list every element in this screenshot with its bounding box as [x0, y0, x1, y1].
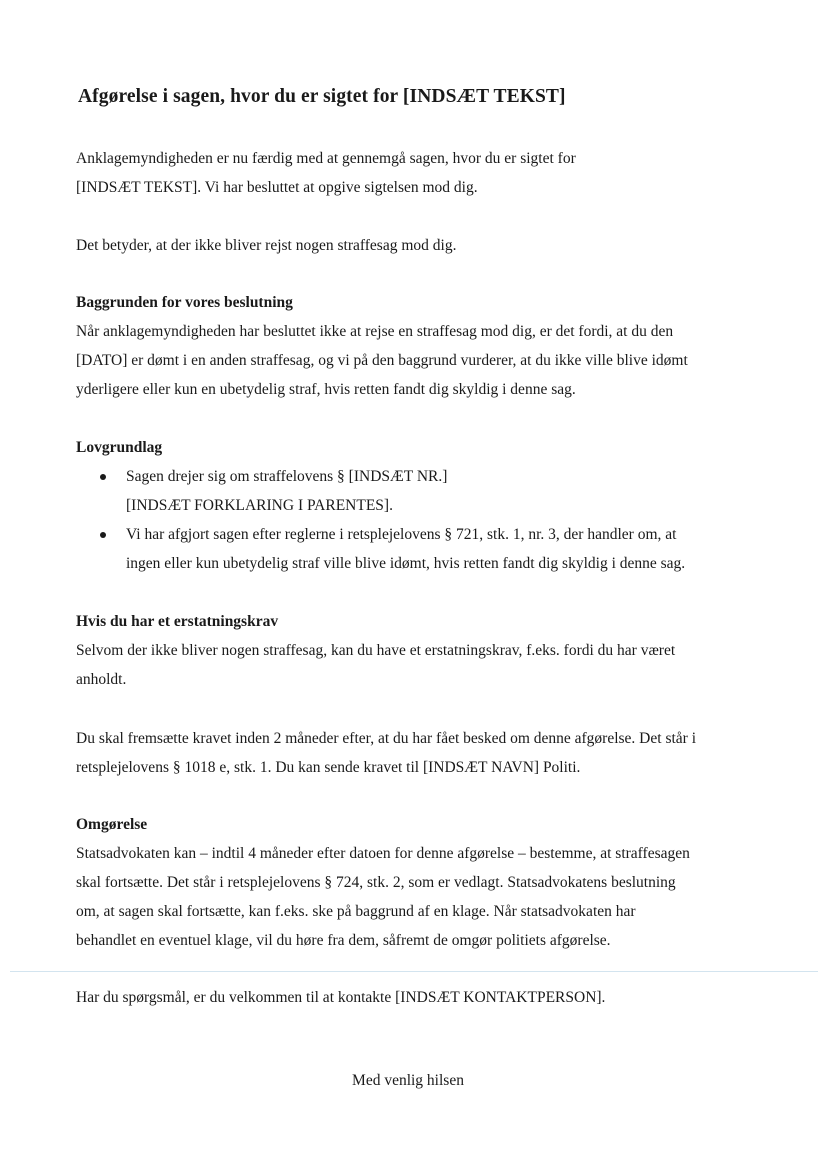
list-item [76, 462, 685, 520]
signoff: Med venlig hilsen [352, 1072, 464, 1089]
letter-title: Afgørelse i sagen, hvor du er sigtet for [INDSÆT TEKST] [78, 86, 566, 107]
list-item-line: ingen eller kun ubetydelig straf ville blive idømt, hvis retten fandt dig skyldig i denne sag. [126, 555, 686, 572]
scan-fold-line [10, 971, 818, 972]
list-item-line: [INDSÆT FORKLARING I PARENTES]. [126, 497, 393, 514]
deadline-paragraph [76, 724, 696, 782]
meaning-line: Det betyder, at der ikke bliver rejst nogen straffesag mod dig. [76, 237, 457, 254]
legal-basis-section [76, 433, 685, 578]
compensation-section [76, 607, 675, 694]
reversal-heading: Omgørelse [76, 816, 148, 833]
reversal-line: skal fortsætte. Det står i retsplejelovens § 724, stk. 2, som er vedlagt. Statsadvokatens beslutning [76, 874, 676, 891]
contact-line: Har du spørgsmål, er du velkommen til at kontakte [INDSÆT KONTAKTPERSON]. [76, 989, 606, 1006]
deadline-line: retsplejelovens § 1018 e, stk. 1. Du kan sende kravet til [INDSÆT NAVN] Politi. [76, 759, 581, 776]
background-heading: Baggrunden for vores beslutning [76, 294, 293, 311]
background-section [76, 288, 688, 404]
reversal-line: om, at sagen skal fortsætte, kan f.eks. ske på baggrund af en klage. Når statsadvokaten har [76, 903, 636, 920]
contact-paragraph [76, 983, 605, 1012]
list-item [76, 520, 685, 578]
background-line: yderligere eller kun en ubetydelig straf, hvis retten fandt dig skyldig i denne sag. [76, 381, 576, 398]
intro-line: Anklagemyndigheden er nu færdig med at gennemgå sagen, hvor du er sigtet for [76, 150, 576, 167]
list-item-line: Sagen drejer sig om straffelovens § [INDSÆT NR.] [126, 468, 448, 485]
deadline-line: Du skal fremsætte kravet inden 2 måneder efter, at du har fået besked om denne afgørelse. Det står i [76, 730, 696, 747]
compensation-line: Selvom der ikke bliver nogen straffesag, kan du have et erstatningskrav, f.eks. fordi du har været [76, 642, 676, 659]
reversal-line: Statsadvokaten kan – indtil 4 måneder efter datoen for denne afgørelse – bestemme, at straffesagen [76, 845, 690, 862]
intro-line: [INDSÆT TEKST]. Vi har besluttet at opgive sigtelsen mod dig. [76, 179, 478, 196]
legal-basis-heading: Lovgrundlag [76, 439, 163, 456]
intro-paragraph [76, 144, 576, 202]
list-item-line: Vi har afgjort sagen efter reglerne i retsplejelovens § 721, stk. 1, nr. 3, der handler om, at [126, 526, 677, 543]
background-line: Når anklagemyndigheden har besluttet ikke at rejse en straffesag mod dig, er det fordi, at du den [76, 323, 674, 340]
bullet-icon [100, 532, 106, 538]
reversal-line: behandlet en eventuel klage, vil du høre fra dem, såfremt de omgør politiets afgørelse. [76, 932, 611, 949]
compensation-line: anholdt. [76, 671, 127, 688]
legal-basis-list [76, 462, 685, 578]
background-line: [DATO] er dømt i en anden straffesag, og vi på den baggrund vurderer, at du ikke ville blive idømt [76, 352, 688, 369]
meaning-paragraph [76, 231, 456, 260]
compensation-heading: Hvis du har et erstatningskrav [76, 613, 279, 630]
bullet-icon [100, 474, 106, 480]
reversal-section [76, 810, 690, 955]
